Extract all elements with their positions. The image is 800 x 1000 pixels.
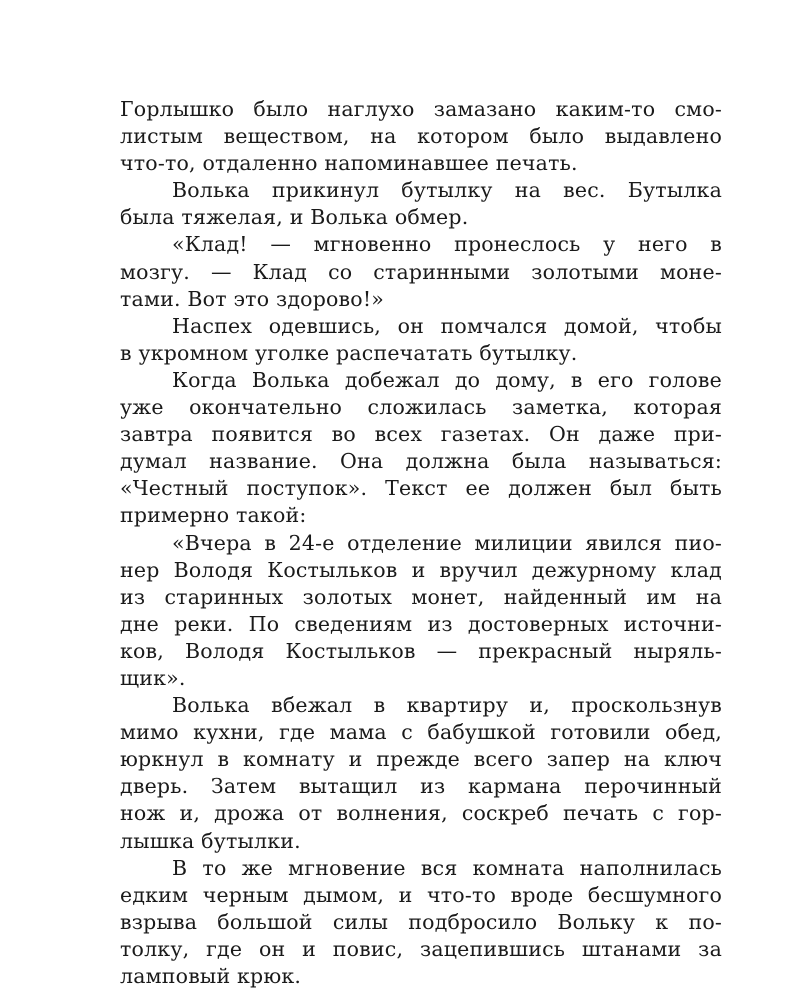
text-line: лышка бутылки. [120, 828, 301, 853]
text-line: Наспех одевшись, он помчался домой, чтобы [172, 313, 722, 338]
text-line: нер Володя Костыльков и вручил дежурному клад [120, 557, 722, 582]
text-line: «Вчера в 24-е отделение милиции явился пио- [172, 530, 722, 555]
text-line: листым веществом, на котором было выдавлено [120, 124, 722, 149]
text-line: Волька вбежал в квартиру и, проскользнув [172, 693, 722, 718]
text-line: из старинных золотых монет, найденный им на [120, 584, 722, 609]
text-line: Волька прикинул бутылку на вес. Бутылка [172, 178, 722, 203]
text-line: юркнул в комнату и прежде всего запер на ключ [120, 747, 722, 772]
text-line: щик». [120, 665, 186, 690]
text-line: дне реки. По сведениям из достоверных источни- [120, 611, 722, 636]
text-line: уже окончательно сложилась заметка, которая [120, 395, 722, 420]
text-line: примерно такой: [120, 503, 307, 528]
text-line: Когда Волька добежал до дому, в его голове [172, 367, 722, 392]
text-line: толку, где он и повис, зацепившись штанами за [120, 936, 722, 961]
text-line: завтра появится во всех газетах. Он даже при- [120, 422, 722, 447]
text-line: нож и, дрожа от волнения, соскреб печать с гор- [120, 801, 722, 826]
text-line: мимо кухни, где мама с бабушкой готовили обед, [120, 720, 722, 745]
text-line: дверь. Затем вытащил из кармана перочинный [120, 774, 722, 799]
text-line: «Клад! — мгновенно пронеслось у него в [172, 232, 722, 257]
text-line: мозгу. — Клад со старинными золотыми моне- [120, 259, 722, 284]
text-line: взрыва большой силы подбросило Вольку к по- [120, 909, 722, 934]
text-line: что-то, отдаленно напоминавшее печать. [120, 151, 578, 176]
text-line: Горлышко было наглухо замазано каким-то смо- [120, 97, 722, 121]
text-line: тами. Вот это здорово!» [120, 286, 385, 311]
text-line: думал название. Она должна была называться: [120, 449, 722, 474]
text-line: ламповый крюк. [120, 964, 302, 988]
page-body-text [120, 96, 722, 990]
text-line: едким черным дымом, и что-то вроде бесшумного [120, 882, 722, 907]
text-line: В то же мгновение вся комната наполнилась [172, 855, 722, 880]
text-line: ков, Володя Костыльков — прекрасный ныряль- [120, 638, 722, 663]
text-line: в укромном уголке распечатать бутылку. [120, 340, 578, 365]
text-line: была тяжелая, и Волька обмер. [120, 205, 469, 230]
text-line: «Честный поступок». Текст ее должен был быть [120, 476, 722, 501]
